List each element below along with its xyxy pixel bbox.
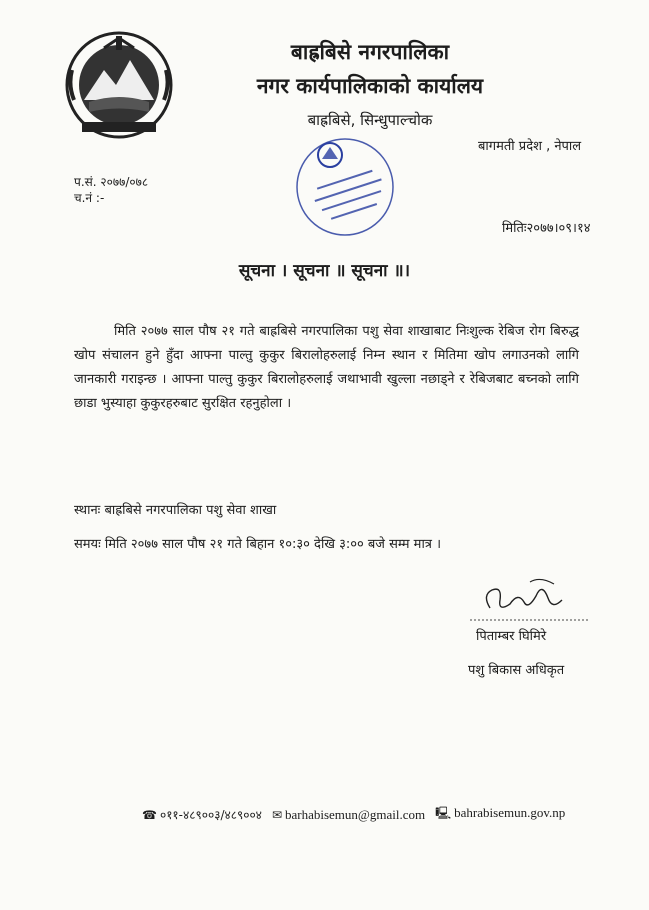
notice-place: स्थानः बाह्रबिसे नगरपालिका पशु सेवा शाखा (74, 503, 277, 518)
computer-icon: 🖳 (435, 806, 452, 820)
signatory-title: पशु बिकास अधिकृत (468, 663, 565, 678)
contact-footer (142, 804, 565, 825)
signature (470, 570, 590, 625)
patra-sankhya: प.सं. २०७७/०७८ (74, 175, 149, 189)
phone-contact (142, 806, 262, 823)
notice-date: मितिः२०७७।०९।१४ (502, 221, 591, 236)
office-name: नगर कार्यपालिकाको कार्यालय (256, 74, 484, 98)
notice-body-text: मिति २०७७ साल पौष २१ गते बाह्रबिसे नगरपालिका पशु सेवा शाखाबाट निःशुल्क रेबिज रोग बिरुद्ध खोप संचालन हुने हुँदा आफ्ना पाल्तु कुकुर बिरालोहरुलाई निम्न स्थान र मितिमा खोप लगाउनको लागि जानकारी गराइन्छ । आफ्ना पाल्तु कुकुर बिरालोहरुलाई जथाभावी खुल्ला नछाड्ने र रेबिजबाट बच्नको लागि छाडा भुस्याहा कुकुरहरुबाट सुरक्षित रहनुहोला । (74, 324, 579, 411)
website-contact (435, 804, 565, 825)
website-address: bahrabisemun.gov.np (454, 805, 566, 820)
signatory-name: पिताम्बर घिमिरे (476, 629, 547, 644)
office-stamp (290, 125, 400, 245)
province: बागमती प्रदेश , नेपाल (478, 139, 582, 154)
phone-number: ०११-४८९००३/४८९००४ (159, 808, 262, 822)
municipality-name: बाह्रबिसे नगरपालिका (290, 40, 450, 64)
chalani-number: च.नं :- (74, 191, 105, 205)
mail-icon: ✉ (271, 807, 282, 822)
office-address: बाह्रबिसे, सिन्धुपाल्चोक (307, 111, 433, 129)
reference-block (74, 174, 148, 206)
notice-time: समयः मिति २०७७ साल पौष २१ गते बिहान १०:३० देखि ३:०० बजे सम्म मात्र । (74, 537, 442, 552)
notice-title: सूचना । सूचना ॥ सूचना ॥। (238, 261, 411, 281)
phone-icon: ☎ (142, 808, 157, 822)
municipality-logo (64, 30, 174, 140)
email-contact (272, 807, 425, 823)
notice-body (74, 320, 579, 416)
email-address: barhabisemun@gmail.com (285, 806, 426, 822)
